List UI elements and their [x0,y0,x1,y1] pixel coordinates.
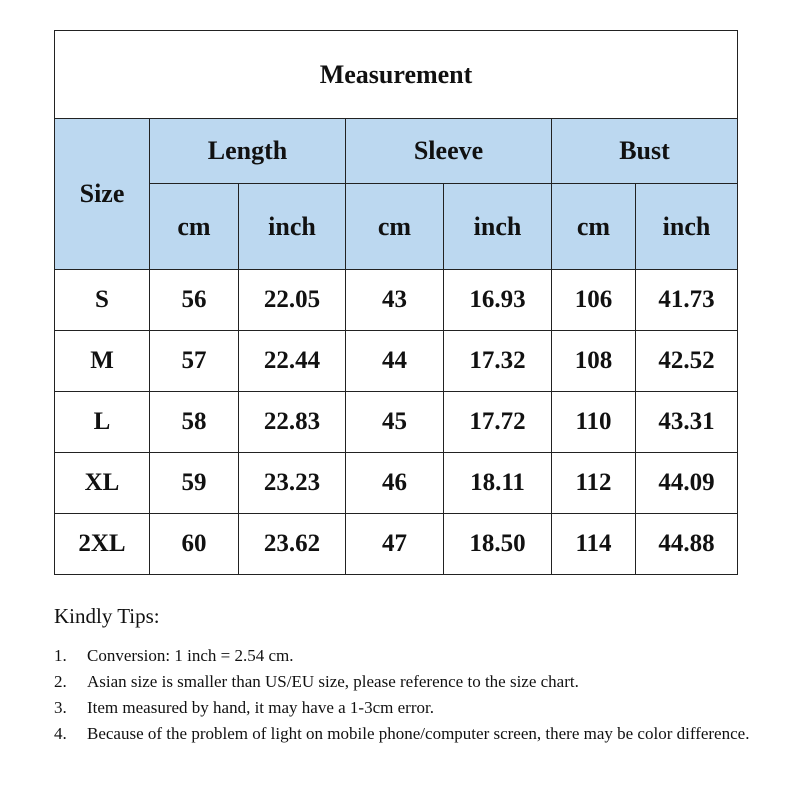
list-item-number: 2. [54,672,67,691]
sleeve-inch-cell: 18.11 [444,453,552,514]
size-cell: L [55,392,150,453]
tips-list [54,643,800,747]
table-row [55,270,738,331]
length-inch-header: inch [239,184,346,270]
sleeve-cm-cell: 45 [346,392,444,453]
length-cm-cell: 57 [150,331,239,392]
bust-cm-header: cm [552,184,636,270]
list-item-text: Asian size is smaller than US/EU size, please reference to the size chart. [87,672,579,691]
sleeve-cm-cell: 47 [346,514,444,575]
tips-title: Kindly Tips: [54,604,160,628]
bust-cm-cell: 114 [552,514,636,575]
bust-inch-cell: 44.09 [636,453,738,514]
sleeve-header: Sleeve [346,119,552,184]
bust-inch-cell: 43.31 [636,392,738,453]
sleeve-inch-cell: 16.93 [444,270,552,331]
length-inch-cell: 23.62 [239,514,346,575]
size-cell: M [55,331,150,392]
length-inch-cell: 22.05 [239,270,346,331]
bust-cm-cell: 110 [552,392,636,453]
table-row [55,392,738,453]
tips-section [54,604,800,747]
table-row [55,514,738,575]
table-row [55,331,738,392]
size-cell: S [55,270,150,331]
bust-header: Bust [552,119,738,184]
list-item [54,721,800,747]
list-item-number: 3. [54,698,67,717]
bust-inch-cell: 42.52 [636,331,738,392]
size-cell: XL [55,453,150,514]
list-item-number: 4. [54,724,67,743]
list-item-text: Item measured by hand, it may have a 1-3cm error. [87,698,434,717]
table-title: Measurement [55,31,738,119]
length-header: Length [150,119,346,184]
bust-cm-cell: 112 [552,453,636,514]
bust-inch-cell: 41.73 [636,270,738,331]
list-item [54,669,800,695]
length-inch-cell: 22.83 [239,392,346,453]
length-cm-cell: 58 [150,392,239,453]
sleeve-cm-cell: 43 [346,270,444,331]
length-cm-cell: 56 [150,270,239,331]
list-item-text: Conversion: 1 inch = 2.54 cm. [87,646,294,665]
table-row [55,453,738,514]
list-item [54,695,800,721]
measurement-table [54,30,738,575]
sleeve-inch-cell: 18.50 [444,514,552,575]
bust-inch-header: inch [636,184,738,270]
sleeve-cm-cell: 46 [346,453,444,514]
sleeve-cm-cell: 44 [346,331,444,392]
sleeve-inch-header: inch [444,184,552,270]
bust-cm-cell: 106 [552,270,636,331]
bust-inch-cell: 44.88 [636,514,738,575]
sleeve-cm-header: cm [346,184,444,270]
size-header: Size [55,119,150,270]
list-item-text: Because of the problem of light on mobile phone/computer screen, there may be color difference. [87,724,750,743]
length-cm-cell: 59 [150,453,239,514]
list-item [54,643,800,669]
bust-cm-cell: 108 [552,331,636,392]
length-cm-header: cm [150,184,239,270]
length-inch-cell: 22.44 [239,331,346,392]
length-inch-cell: 23.23 [239,453,346,514]
sleeve-inch-cell: 17.32 [444,331,552,392]
size-cell: 2XL [55,514,150,575]
list-item-number: 1. [54,646,67,665]
length-cm-cell: 60 [150,514,239,575]
sleeve-inch-cell: 17.72 [444,392,552,453]
